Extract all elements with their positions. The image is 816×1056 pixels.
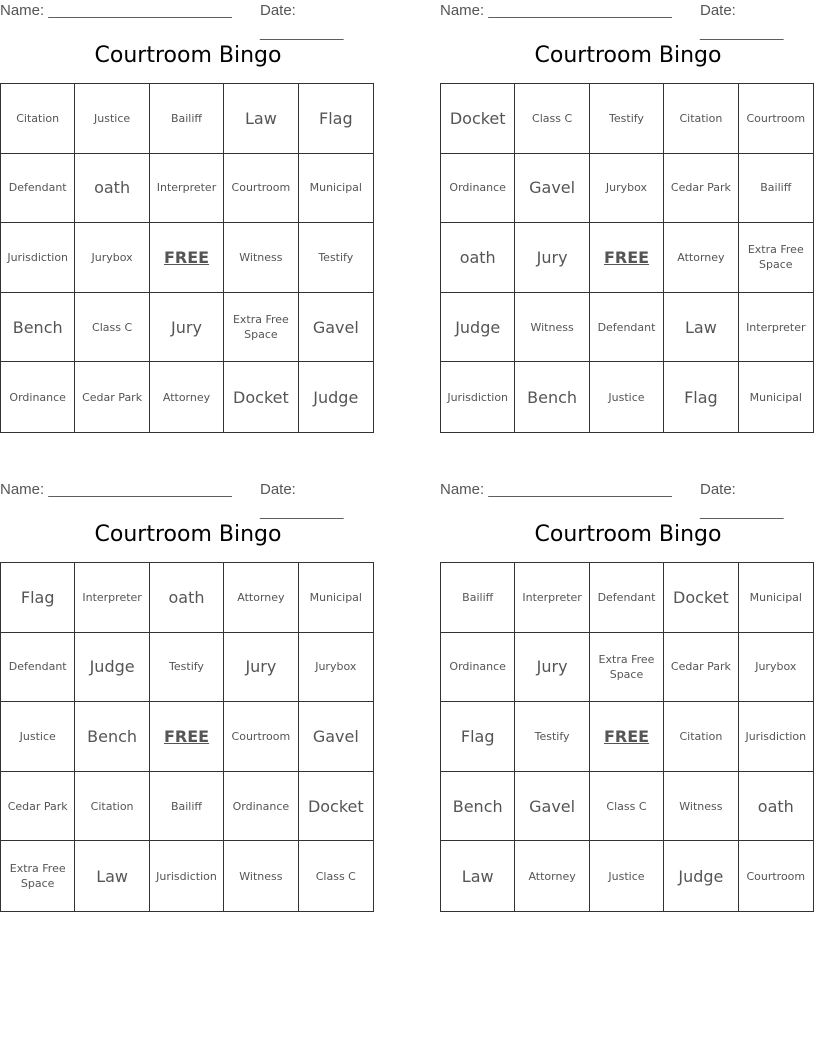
bingo-cell: Interpreter — [150, 154, 224, 224]
bingo-cell: Bench — [441, 772, 515, 842]
card-title: Courtroom Bingo — [534, 43, 722, 68]
bingo-card-1 — [0, 0, 376, 407]
bingo-cell: Justice — [590, 362, 664, 432]
bingo-card-2 — [440, 0, 816, 407]
bingo-cell: Testify — [515, 702, 589, 772]
bingo-cell: Judge — [441, 293, 515, 363]
card-title: Courtroom Bingo — [534, 522, 722, 547]
bingo-cell: Bailiff — [150, 772, 224, 842]
bingo-cell: Flag — [299, 84, 373, 154]
bingo-cell: Municipal — [749, 390, 802, 404]
bingo-cell: Bench — [515, 362, 589, 432]
bingo-cell: Interpreter — [515, 563, 589, 633]
free-space-cell: FREE — [590, 702, 664, 772]
bingo-cell: Attorney — [664, 223, 738, 293]
bingo-cell: Gavel — [299, 293, 373, 363]
bingo-cell: Jurisdiction — [441, 362, 515, 432]
bingo-cell: Docket — [299, 772, 373, 842]
date-field-label: Date: __________ — [700, 2, 784, 41]
bingo-cell: Class C — [590, 772, 664, 842]
bingo-cell: Cedar Park — [1, 772, 75, 842]
bingo-cell: Class C — [315, 869, 356, 883]
bingo-cell: Defendant — [1, 633, 75, 703]
bingo-cell: Attorney — [224, 563, 298, 633]
bingo-cell: Testify — [150, 633, 224, 703]
bingo-cell: Bailiff — [441, 563, 515, 633]
bingo-cell: Flag — [664, 362, 738, 432]
bingo-cell: Jury — [515, 633, 589, 703]
bingo-cell: Attorney — [515, 841, 589, 911]
bingo-cell: Justice — [75, 84, 149, 154]
bingo-cell: Jurisdiction — [1, 223, 75, 293]
bingo-cell: Docket — [664, 563, 738, 633]
bingo-cell: Bench — [75, 702, 149, 772]
bingo-grid — [440, 562, 814, 912]
bingo-cell: Docket — [441, 84, 515, 154]
bingo-card-4 — [440, 479, 816, 886]
bingo-cell: Jurybox — [739, 633, 813, 703]
date-field-label: Date: __________ — [260, 481, 344, 520]
bingo-cell: Jurisdiction — [150, 841, 224, 911]
free-space-cell: FREE — [150, 223, 224, 293]
bingo-cell: Class C — [515, 84, 589, 154]
bingo-cell: Gavel — [299, 702, 373, 772]
bingo-cell: Attorney — [150, 362, 224, 432]
bingo-cell: Defendant — [590, 563, 664, 633]
bingo-cell: Citation — [664, 84, 738, 154]
bingo-cell: Bailiff — [739, 154, 813, 224]
bingo-cell: Law — [224, 84, 298, 154]
bingo-cell: Docket — [224, 362, 298, 432]
bingo-cell: Flag — [441, 702, 515, 772]
bingo-cell: Law — [664, 293, 738, 363]
bingo-cell: Bench — [1, 293, 75, 363]
bingo-cell: oath — [441, 223, 515, 293]
bingo-cell: Extra Free Space — [739, 223, 813, 293]
bingo-cell: Citation — [75, 772, 149, 842]
bingo-cell: Bailiff — [150, 84, 224, 154]
card-header — [0, 479, 376, 520]
bingo-cell: Justice — [590, 841, 664, 911]
bingo-cell: Extra Free Space — [590, 633, 664, 703]
bingo-cell: Defendant — [1, 154, 75, 224]
bingo-cell: Citation — [664, 702, 738, 772]
bingo-cell: Cedar Park — [664, 633, 738, 703]
bingo-cell: Ordinance — [441, 154, 515, 224]
name-field-label: Name: ______________________ — [0, 481, 232, 498]
bingo-cell: Cedar Park — [664, 154, 738, 224]
free-space-cell: FREE — [590, 223, 664, 293]
free-space-cell: FREE — [150, 702, 224, 772]
name-field-label: Name: ______________________ — [0, 2, 232, 19]
bingo-cell: Class C — [75, 293, 149, 363]
card-title: Courtroom Bingo — [94, 43, 282, 68]
bingo-cell: Judge — [313, 387, 359, 407]
bingo-cell: Gavel — [515, 772, 589, 842]
bingo-cell: Witness — [664, 772, 738, 842]
date-field-label: Date: __________ — [260, 2, 344, 41]
bingo-cell: Testify — [299, 223, 373, 293]
bingo-cell: Testify — [590, 84, 664, 154]
bingo-cell: oath — [75, 154, 149, 224]
bingo-cell: Jurisdiction — [739, 702, 813, 772]
bingo-grid — [0, 83, 374, 433]
date-field-label: Date: __________ — [700, 481, 784, 520]
bingo-cell: Gavel — [515, 154, 589, 224]
bingo-cell: Jurybox — [590, 154, 664, 224]
bingo-cell: Extra Free Space — [1, 841, 75, 911]
bingo-cell: Municipal — [299, 563, 373, 633]
name-field-label: Name: ______________________ — [440, 481, 672, 498]
bingo-cell: oath — [150, 563, 224, 633]
bingo-cell: Courtroom — [224, 702, 298, 772]
card-title: Courtroom Bingo — [94, 522, 282, 547]
bingo-cell: Witness — [224, 841, 298, 911]
bingo-cell: Interpreter — [75, 563, 149, 633]
bingo-cell: Ordinance — [224, 772, 298, 842]
card-header — [440, 479, 816, 520]
bingo-cell: Justice — [1, 702, 75, 772]
bingo-cell: Ordinance — [441, 633, 515, 703]
bingo-cell: Municipal — [299, 154, 373, 224]
bingo-cell: Flag — [1, 563, 75, 633]
bingo-card-3 — [0, 479, 376, 891]
bingo-cell: Judge — [75, 633, 149, 703]
bingo-cell: Defendant — [590, 293, 664, 363]
bingo-cell: Courtroom — [224, 154, 298, 224]
card-header — [0, 0, 376, 41]
bingo-cell: Ordinance — [1, 362, 75, 432]
bingo-grid — [0, 562, 374, 912]
bingo-cell: Law — [75, 841, 149, 911]
bingo-cell: Jury — [515, 223, 589, 293]
bingo-cell: Witness — [224, 223, 298, 293]
bingo-cell: oath — [739, 772, 813, 842]
bingo-cell: Witness — [515, 293, 589, 363]
name-field-label: Name: ______________________ — [440, 2, 672, 19]
bingo-cell: Citation — [1, 84, 75, 154]
bingo-cell: Interpreter — [739, 293, 813, 363]
bingo-cell: Law — [441, 841, 515, 911]
bingo-grid — [440, 83, 814, 433]
bingo-cell: Jurybox — [299, 633, 373, 703]
bingo-cell: Jurybox — [75, 223, 149, 293]
bingo-cell: Extra Free Space — [224, 293, 298, 363]
bingo-cell: Courtroom — [739, 84, 813, 154]
bingo-cell: Judge — [664, 841, 738, 911]
bingo-cell: Courtroom — [746, 869, 806, 883]
bingo-cell: Jury — [224, 633, 298, 703]
bingo-cell: Municipal — [739, 563, 813, 633]
bingo-cell: Jury — [150, 293, 224, 363]
card-header — [440, 0, 816, 41]
bingo-cell: Cedar Park — [75, 362, 149, 432]
